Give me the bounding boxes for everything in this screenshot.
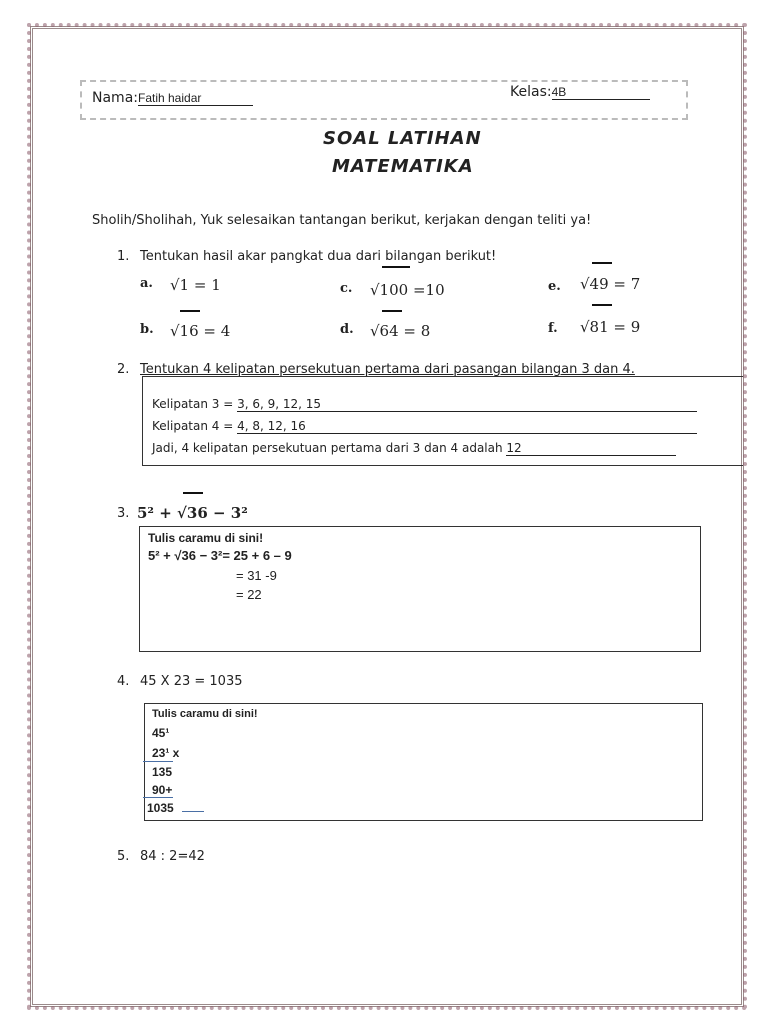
q2-line-3: [152, 441, 676, 456]
q3-expr: 5² + √36 − 3²: [137, 504, 248, 522]
q4-number: 4.: [117, 674, 130, 689]
q2-line-2: [152, 419, 697, 434]
q4-work-box: [144, 703, 703, 821]
sum-line: [182, 811, 204, 812]
sum-line: [143, 797, 173, 798]
overline: [592, 262, 612, 264]
overline: [382, 266, 410, 268]
q1d-expr: √64 = 8: [370, 322, 431, 340]
q1-text: Tentukan hasil akar pangkat dua dari bilangan berikut!: [140, 249, 497, 264]
q1c-label: c.: [340, 281, 353, 296]
sum-line: [143, 761, 173, 762]
q3-work-line: = 31 -9: [236, 568, 277, 583]
q4-box-title: Tulis caramu di sini!: [152, 708, 258, 720]
q1b-expr: √16 = 4: [170, 322, 231, 340]
q1-number: 1.: [117, 249, 130, 264]
q2-line-label: Kelipatan 3 =: [152, 397, 234, 411]
q4-expr: 45 X 23 = 1035: [140, 674, 243, 689]
q1f-label: f.: [548, 321, 558, 336]
q2-line-label: Jadi, 4 kelipatan persekutuan pertama dari 3 dan 4 adalah: [152, 441, 503, 455]
q5-expr: 84 : 2=42: [140, 849, 205, 864]
q5-number: 5.: [117, 849, 130, 864]
name-field: [92, 90, 253, 106]
q1a-label: a.: [140, 276, 153, 291]
overline: [382, 310, 402, 312]
q2-line-value: 12: [506, 441, 676, 456]
q1f-expr: √81 = 9: [580, 318, 641, 336]
intro-text: Sholih/Sholihah, Yuk selesaikan tantangan berikut, kerjakan dengan teliti ya!: [92, 213, 592, 228]
q4-work-line: 135: [152, 765, 173, 779]
q1d-label: d.: [340, 322, 354, 337]
q4-work-line: 45¹: [152, 726, 170, 740]
q3-box-title: Tulis caramu di sini!: [148, 531, 264, 545]
class-value: 4B: [552, 85, 650, 100]
q3-work-line: 5² + √36 − 3²= 25 + 6 – 9: [148, 548, 292, 563]
q4-work-line: 23¹ x: [152, 746, 180, 760]
q3-work-line: = 22: [236, 587, 262, 602]
class-label: Kelas:: [510, 84, 552, 100]
q1a-expr: √1 = 1: [170, 276, 221, 294]
overline: [592, 304, 612, 306]
q2-line-value: 3, 6, 9, 12, 15: [237, 397, 697, 412]
name-label: Nama:: [92, 90, 138, 106]
q4-work-line: 1035: [147, 801, 174, 815]
q3-number: 3.: [117, 506, 130, 521]
q1e-label: e.: [548, 279, 561, 294]
overline: [183, 492, 203, 494]
q1e-expr: √49 = 7: [580, 275, 641, 293]
q2-line-1: [152, 397, 697, 412]
q1c-expr: √100 =10: [370, 281, 445, 299]
q2-number: 2.: [117, 362, 130, 377]
q2-line-value: 4, 8, 12, 16: [237, 419, 697, 434]
q2-line-label: Kelipatan 4 =: [152, 419, 234, 433]
overline: [180, 310, 200, 312]
q2-text: Tentukan 4 kelipatan persekutuan pertama dari pasangan bilangan 3 dan 4.: [140, 362, 635, 377]
class-field: [510, 84, 650, 100]
q4-work-line: 90+: [152, 783, 173, 797]
q1b-label: b.: [140, 322, 154, 337]
title-line-2: MATEMATIKA: [332, 156, 474, 177]
name-value: Fatih haidar: [138, 91, 253, 106]
title-line-1: SOAL LATIHAN: [323, 128, 482, 149]
